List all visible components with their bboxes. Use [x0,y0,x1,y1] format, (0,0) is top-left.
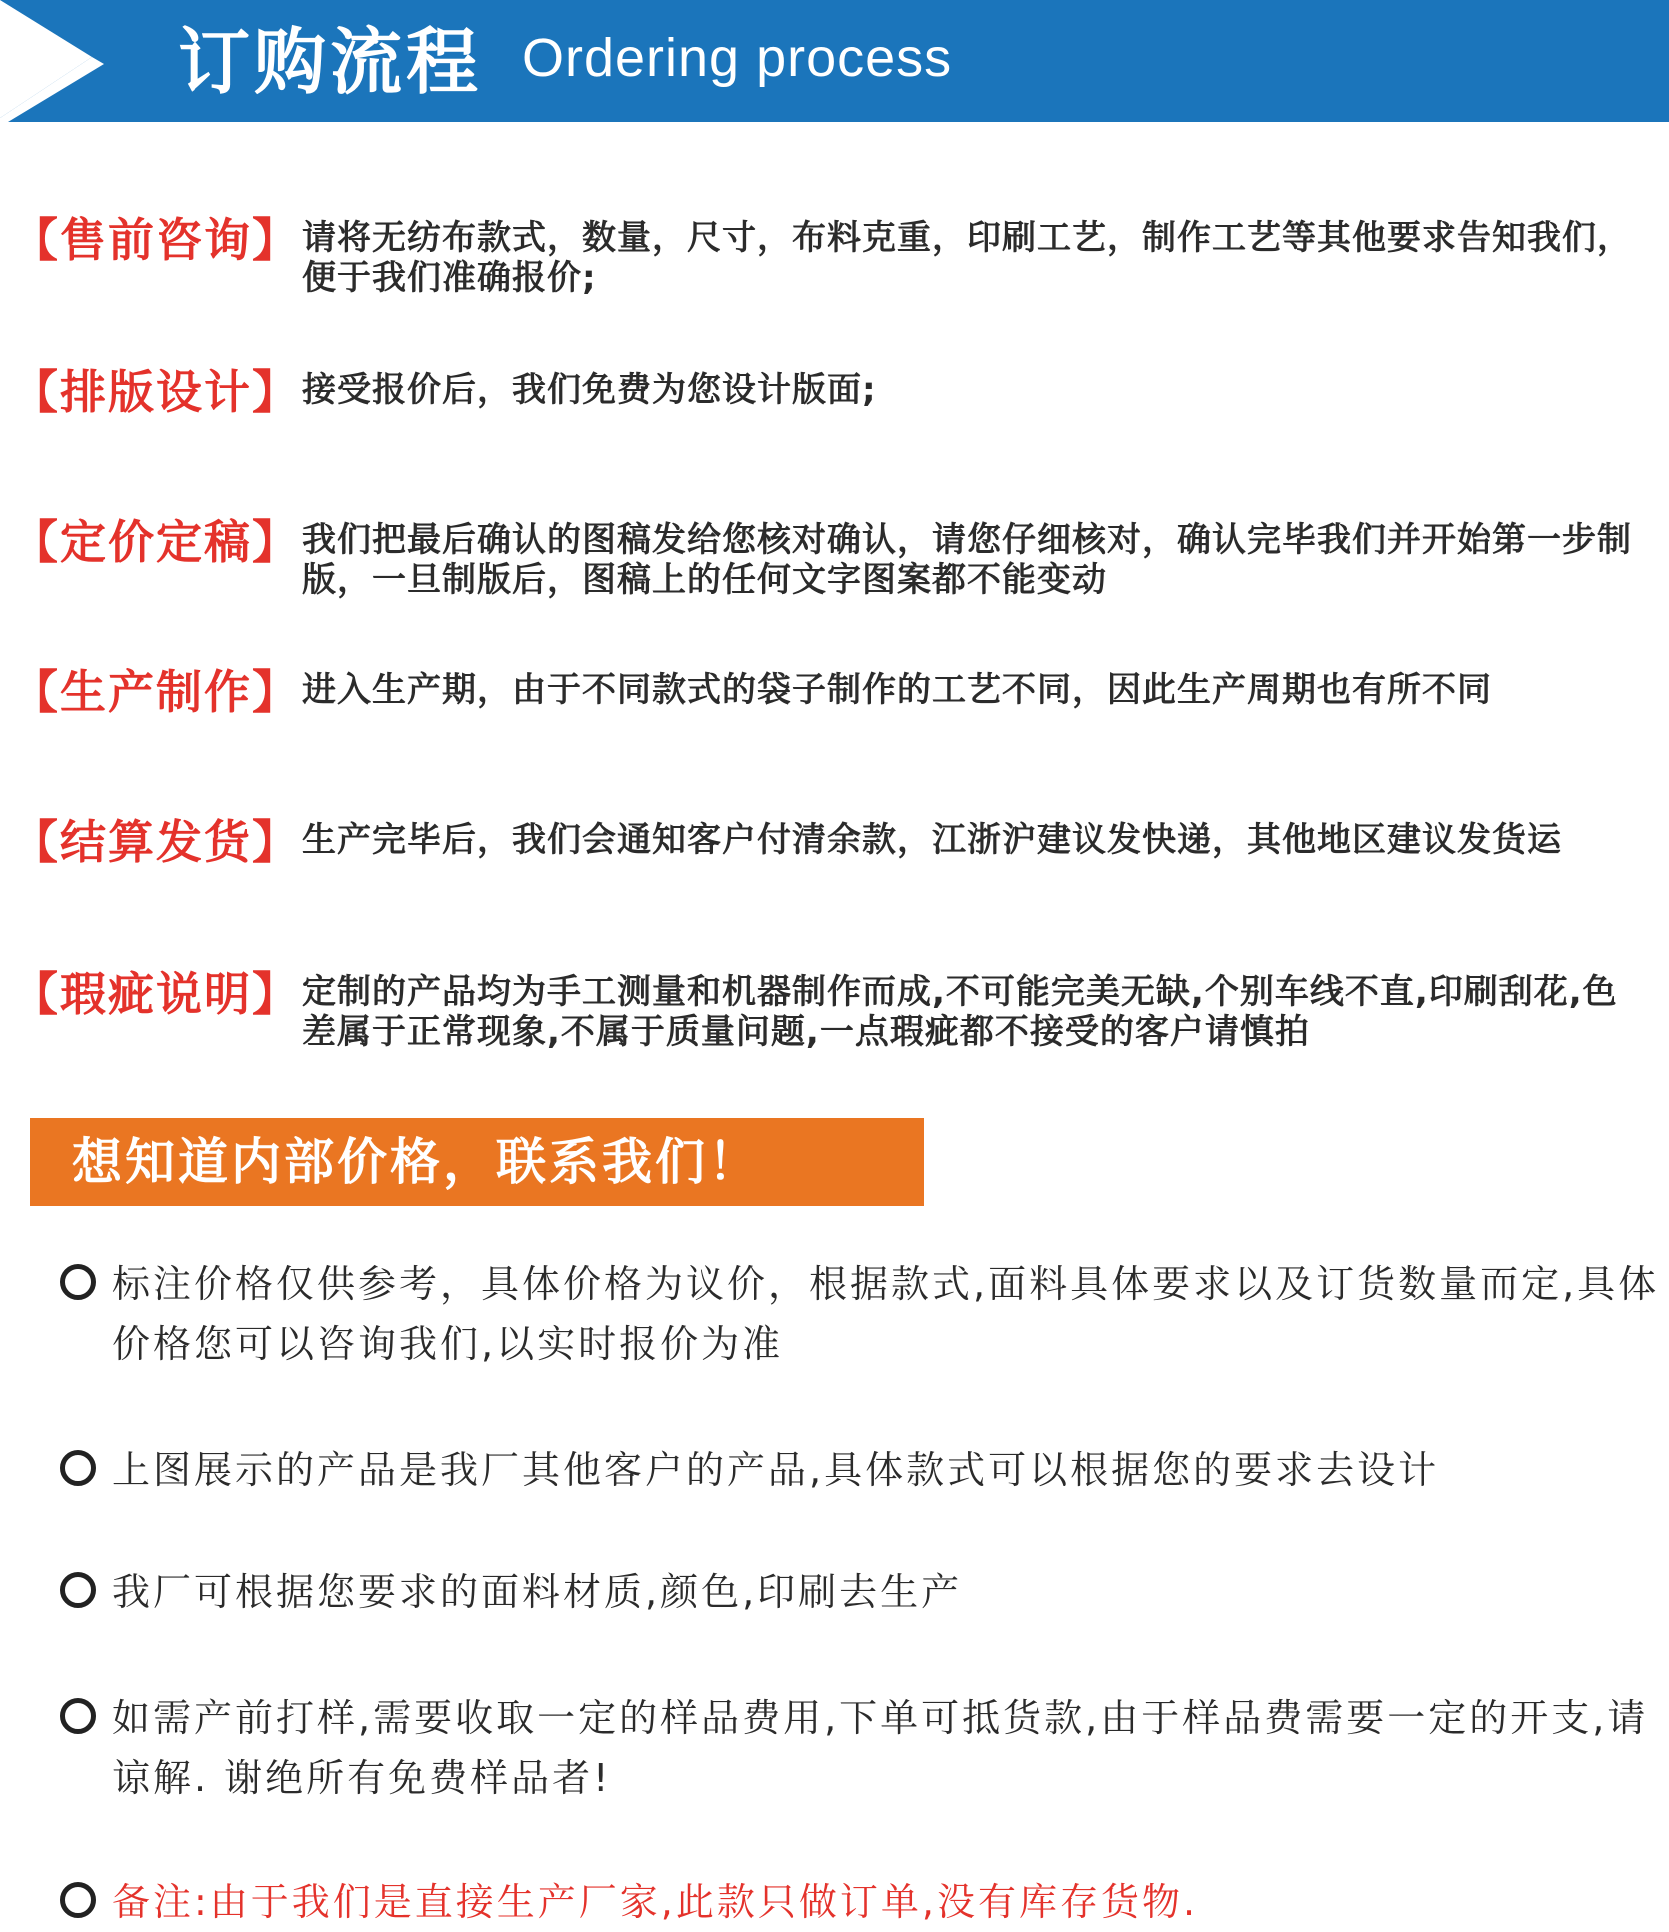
note-text: 我厂可根据您要求的面料材质,颜色,印刷去生产 [112,1570,963,1614]
step-label: 【结算发货】 [12,815,300,869]
step-label: 【瑕疵说明】 [12,967,300,1021]
contact-banner-text: 想知道内部价格，联系我们！ [72,1133,761,1191]
note-text-remark: 备注:由于我们是直接生产厂家,此款只做订单,没有库存货物. [112,1880,1199,1924]
header-title-cn: 订购流程 [178,20,483,104]
circle-bullet-icon [60,1264,96,1300]
step-text: 生产完毕后，我们会通知客户付清余款，江浙沪建议发快递，其他地区建议发货运 [302,820,1562,860]
circle-bullet-icon [60,1882,96,1918]
step-text: 进入生产期，由于不同款式的袋子制作的工艺不同，因此生产周期也有所不同 [302,670,1492,710]
contact-banner [30,1118,924,1206]
step-label: 【排版设计】 [12,365,300,419]
step-text: 接受报价后，我们免费为您设计版面; [302,370,877,410]
step-label: 【定价定稿】 [12,515,300,569]
circle-bullet-icon [60,1450,96,1486]
header-band [0,0,1669,122]
step-label: 【售前咨询】 [12,213,300,267]
step-text: 定制的产品均为手工测量和机器制作而成,不可能完美无缺,个别车线不直,印刷刮花,色差属于正常现象,不属于质量问题,一点瑕疵都不接受的客户请慎拍 [302,972,1618,1052]
circle-bullet-icon [60,1572,96,1608]
circle-bullet-icon [60,1698,96,1734]
step-text: 请将无纺布款式，数量，尺寸，布料克重，印刷工艺，制作工艺等其他要求告知我们，便于我们准确报价; [302,218,1632,298]
step-label: 【生产制作】 [12,665,300,719]
step-text: 我们把最后确认的图稿发给您核对确认，请您仔细核对，确认完毕我们并开始第一步制版，一旦制版后，图稿上的任何文字图案都不能变动 [302,520,1632,600]
note-text: 标注价格仅供参考，具体价格为议价，根据款式,面料具体要求以及订货数量而定,具体价格您可以咨询我们,以实时报价为准 [112,1262,1660,1366]
note-text: 如需产前打样,需要收取一定的样品费用,下单可抵货款,由于样品费需要一定的开支,请谅解. 谢绝所有免费样品者! [112,1696,1649,1800]
header-title-en: Ordering process [522,28,953,88]
note-text: 上图展示的产品是我厂其他客户的产品,具体款式可以根据您的要求去设计 [112,1448,1440,1492]
